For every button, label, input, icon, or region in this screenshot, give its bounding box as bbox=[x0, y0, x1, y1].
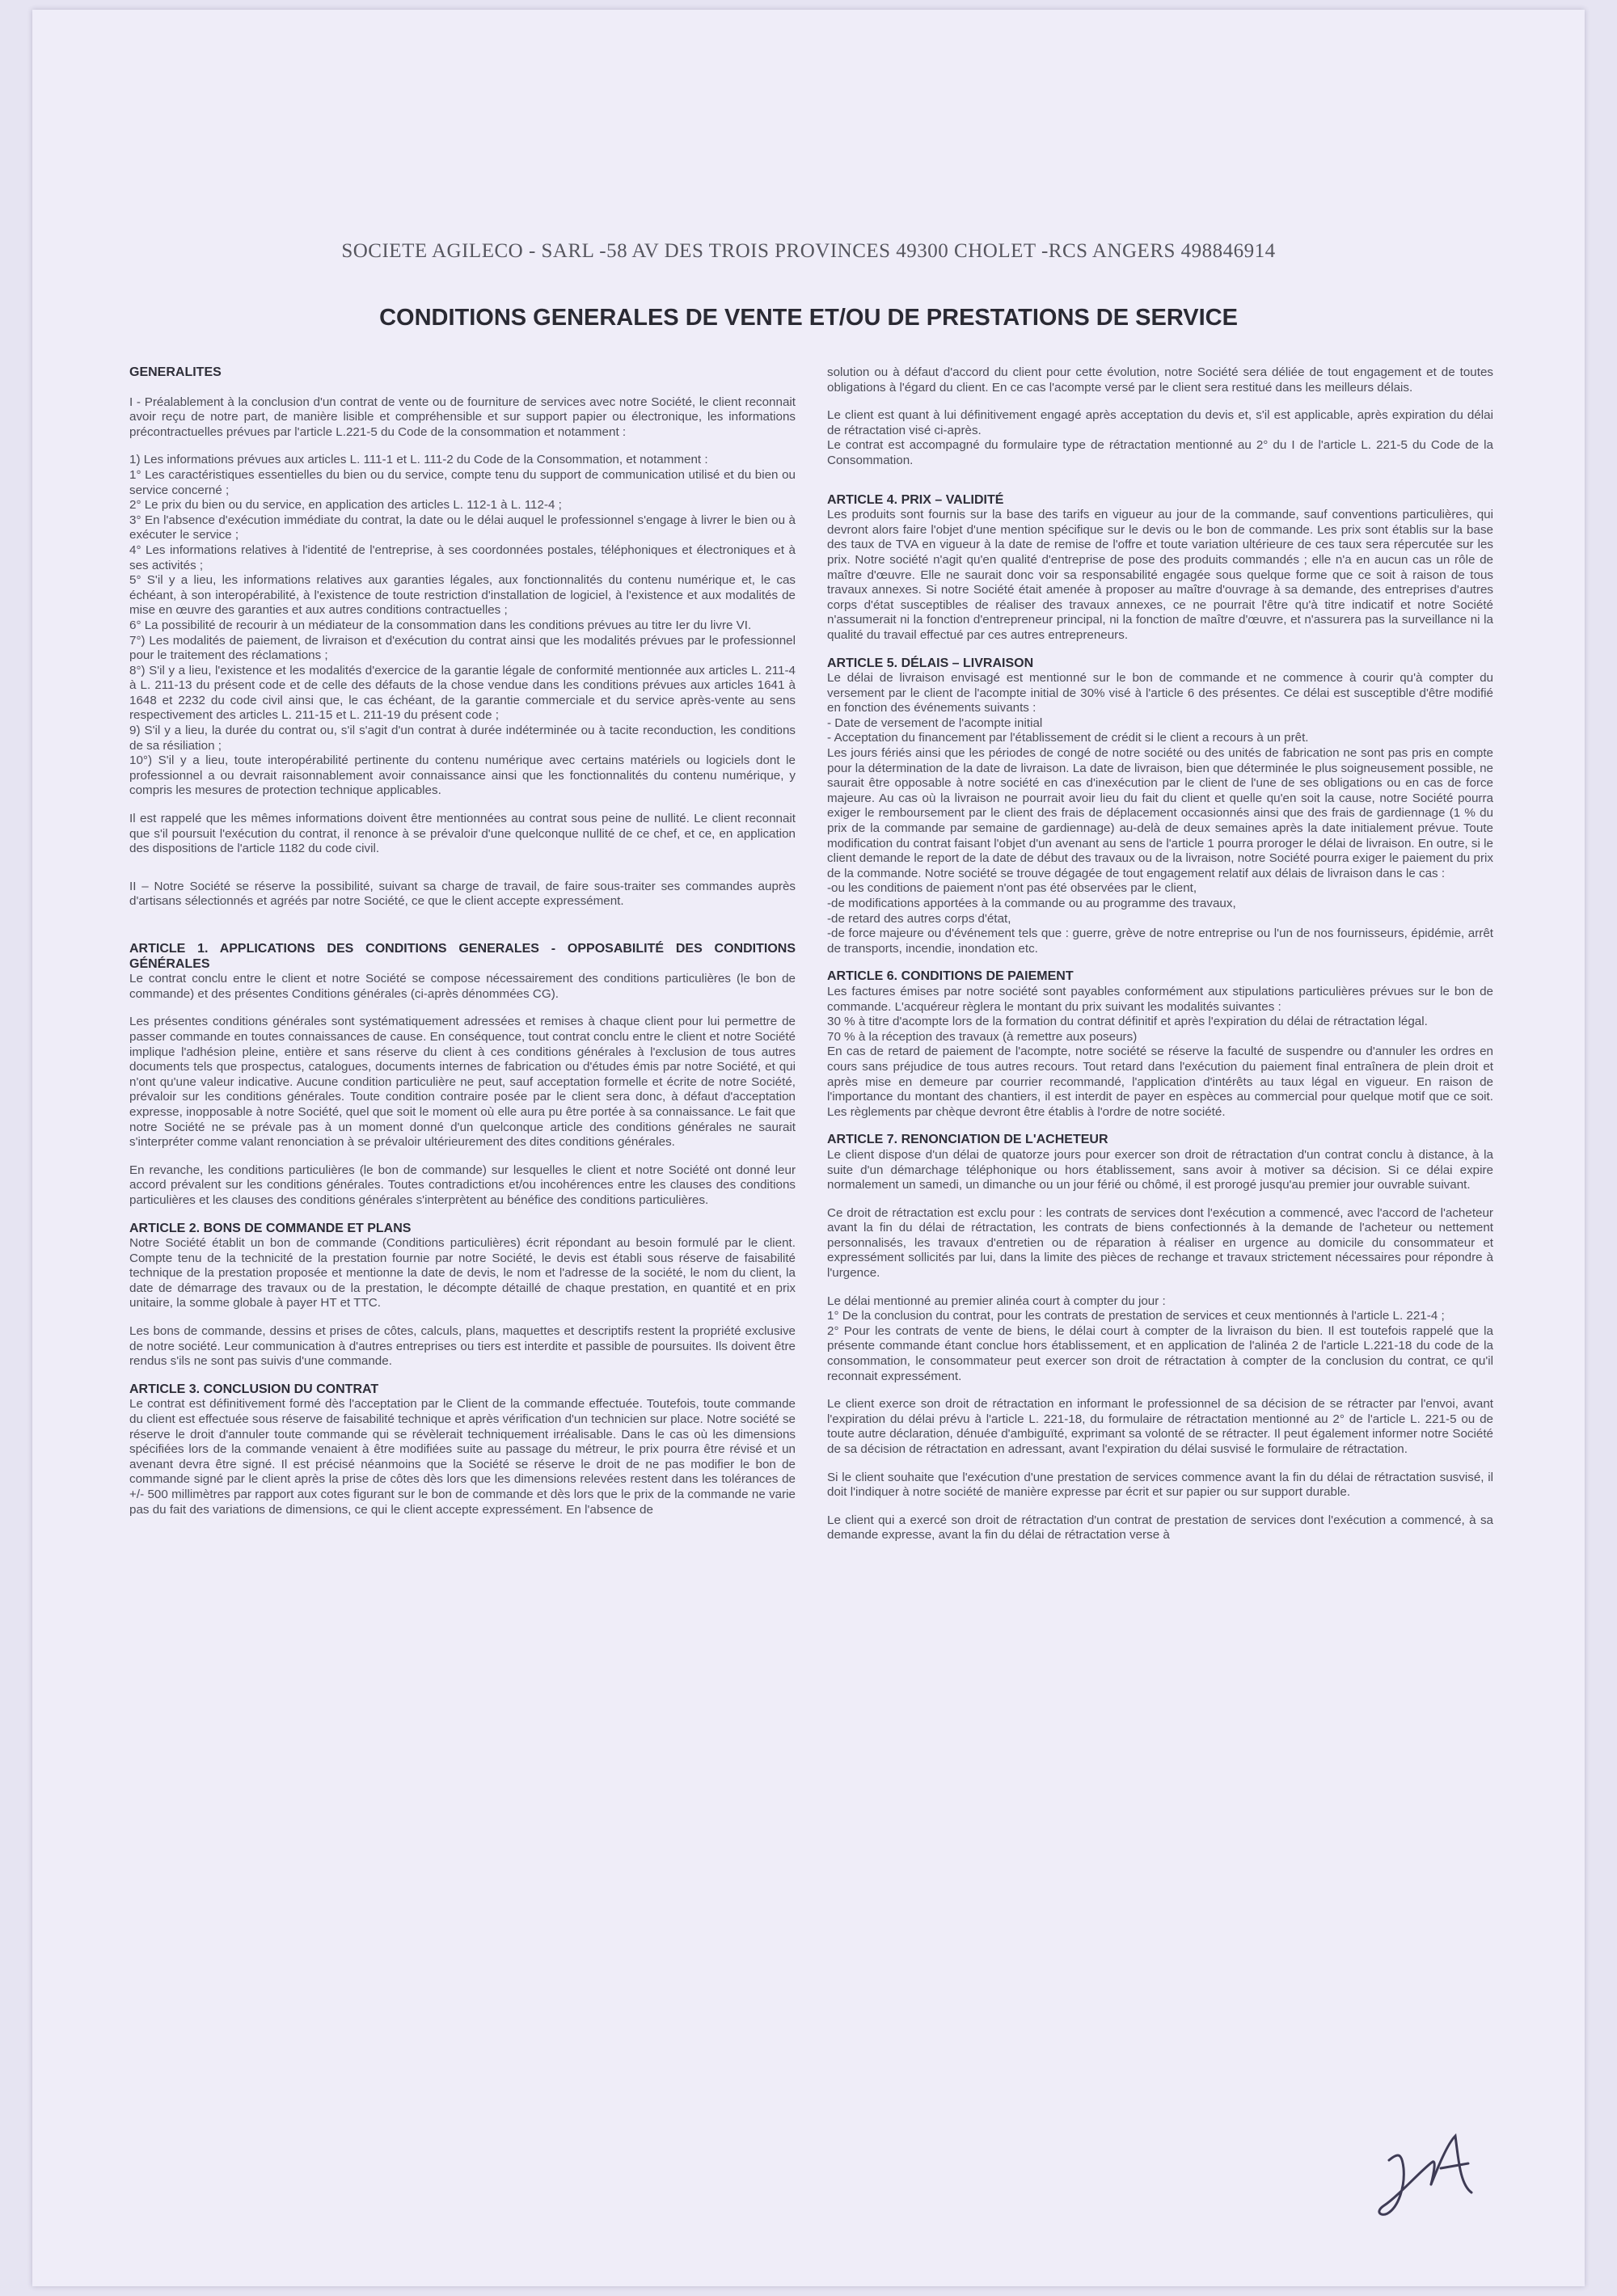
article-heading-4: ARTICLE 4. PRIX – VALIDITÉ bbox=[827, 492, 1004, 507]
paragraph: Le client dispose d'un délai de quatorze jours pour exercer son droit de rétractation d'un contrat conclu à distance, à la suite d'un démarchage téléphonique ou hors établissement, sans avoir à motiver sa décision. Si ce délai expire normalement un samedi, un dimanche ou un jour férié ou chômé, il est prorogé jusqu'au premier jour ouvrable suivant. bbox=[827, 1147, 1493, 1192]
left-column bbox=[129, 365, 796, 1530]
paragraph: Les présentes conditions générales sont systématiquement adressées et remises à chaque client pour lui permettre de passer commande en toutes connaissances de cause. En conséquence, tout contrat conclu entre le client et notre Société implique l'adhésion pleine, entière et sans réserve du client à ces conditions générales à l'exclusion de tous autres documents tels que prospectus, catalogues, documents internes de fabrication ou d'études émis par notre Société, et qui n'ont qu'une valeur indicative. Aucune condition particulière ne peut, sauf acceptation formelle et écrite de notre Société, prévaloir sur les conditions générales. Toute condition contraire posée par le client sera donc, à défaut d'acceptation expresse, inopposable à notre Société, quel que soit le moment où elle aura pu être portée à sa connaissance. Le fait que notre Société ne se prévale pas à un moment donné d'un quelconque article des conditions générales ne saurait s'interpréter comme valant renonciation à se prévaloir ultérieurement des dites conditions générales. bbox=[129, 1015, 796, 1150]
paragraph: En revanche, les conditions particulières (le bon de commande) sur lesquelles le client et notre Société ont donné leur accord prévalent sur les conditions générales. Toutes contradictions et/ou incohérences entre les clauses des conditions particulières et les clauses des conditions générales s'interprètent au bénéfice des conditions particulières. bbox=[129, 1163, 796, 1207]
article-heading-3: ARTICLE 3. CONCLUSION DU CONTRAT bbox=[129, 1382, 379, 1396]
paragraph: Le client est quant à lui définitivement engagé après acceptation du devis et, s'il est applicable, après expiration du délai de rétractation visé ci-après. Le contrat est accompagné du formulaire type de rétractation mentionné au 2° du I de l'article L. 221-5 du Code de la Consommation. bbox=[827, 408, 1493, 467]
paragraph: Le délai mentionné au premier alinéa court à compter du jour : 1° De la conclusion du contrat, pour les contrats de prestation de services et ceux mentionnés à l'article L. 221-4 ; 2° Pour les contrats de vente de biens, le délai court à compter de la livraison du bien. Il est toutefois rappelé que la présente commande étant conclue hors établissement, et en application de l'alinéa 2 de l'article L.221-18 du code de la consommation, le consommateur peut exercer son droit de rétractation à compter de la conclusion du contrat, ce qu'il reconnait expressément. bbox=[827, 1294, 1493, 1383]
paragraph: Le client exerce son droit de rétractation en informant le professionnel de sa décision de se rétracter par l'envoi, avant l'expiration du délai prévu à l'article L. 221-18, du formulaire de rétractation mentionné au 2° de l'article L. 221-5 ou de toute autre déclaration, dénuée d'ambiguïté, exprimant sa volonté de se rétracter. Il peut également informer notre Société de sa décision de rétractation en adressant, avant l'expiration du délai susvisé le formulaire de rétractation. bbox=[827, 1397, 1493, 1456]
paragraph: II – Notre Société se réserve la possibilité, suivant sa charge de travail, de faire sous-traiter ses commandes auprès d'artisans sélectionnés et agréés par notre Société, ce que le client accepte expressément. bbox=[129, 879, 796, 909]
section-heading-generalites: GENERALITES bbox=[129, 365, 222, 379]
document-page bbox=[32, 10, 1585, 2286]
paragraph: I - Préalablement à la conclusion d'un contrat de vente ou de fourniture de services avec notre Société, le client reconnait avoir reçu de notre part, de manière lisible et compréhensible et sur support papier ou électronique, les informations précontractuelles prévues par l'article L.221-5 du Code de la consommation et notamment : bbox=[129, 395, 796, 439]
page-title: CONDITIONS GENERALES DE VENTE ET/OU DE PRESTATIONS DE SERVICE bbox=[379, 305, 1238, 331]
paragraph: Le contrat conclu entre le client et notre Société se compose nécessairement des conditions particulières (le bon de commande) et des présentes Conditions générales (ci-après dénommées CG). bbox=[129, 972, 796, 1001]
paragraph: Les bons de commande, dessins et prises de côtes, calculs, plans, maquettes et descriptifs restent la propriété exclusive de notre société. Leur communication à d'autres entreprises ou tiers est interdite et passible de poursuites. Ils doivent être rendus s'ils ne sont pas suivis d'une commande. bbox=[129, 1324, 796, 1369]
article-heading-6: ARTICLE 6. CONDITIONS DE PAIEMENT bbox=[827, 969, 1074, 984]
paragraph: Les factures émises par notre société sont payables conformément aux stipulations particulières prévues sur le bon de commande. L'acquéreur règlera le montant du prix suivant les modalités suivantes : 30 % à titre d'acompte lors de la formation du contrat définitif et après l'expiration du délai de rétractation légal. 70 % à la réception des travaux (à remettre aux poseurs) En cas de retard de paiement de l'acompte, notre société se réserve la faculté de suspendre ou d'annuler les ordres en cours sans préjudice de tous autres recours. Tout retard dans l'exécution du paiement final entraînera de plein droit et après mise en demeure par courrier recommandé, l'application d'intérêts au taux légal en vigueur. En raison de l'importance du montant des chantiers, il est interdit de payer en espèces au commercial pour quelque motif que ce soit. Les règlements par chèque devront être établis à l'ordre de notre société. bbox=[827, 984, 1493, 1119]
paragraph: Les produits sont fournis sur la base des tarifs en vigueur au jour de la commande, sauf conventions particulières, qui devront alors faire l'objet d'une mention spécifique sur le devis ou le bon de commande. Les prix sont établis sur la base des taux de TVA en vigueur à la date de remise de l'offre et toute variation ultérieure de ces taux sera répercutée sur les prix. Notre société n'agit qu'en qualité d'entreprise de pose des produits commandés ; elle n'a en aucun cas un rôle de maître d'œuvre. Elle ne saurait donc voir sa responsabilité engagée sous quelque forme que ce soit à raison de tous travaux annexes. Si notre Société était amenée à proposer au maître d'ouvrage à sa demande, des entreprises d'autres corps d'état susceptibles de réaliser des travaux annexes, ce ne pourrait l'être qu'à titre indicatif et notre Société n'assumerait ni la fonction d'entrepreneur principal, ni la fonction de maître d'œuvre, et n'assurera pas la surveillance ni la qualité du travail effectué par ces autres entrepreneurs. bbox=[827, 508, 1493, 642]
paragraph: solution ou à défaut d'accord du client pour cette évolution, notre Société sera déliée de tout engagement et de toutes obligations à l'égard du client. En ce cas l'acompte versé par le client sera restitué dans les meilleurs délais. bbox=[827, 365, 1493, 395]
paragraph: Il est rappelé que les mêmes informations doivent être mentionnées au contrat sous peine de nullité. Le client reconnait que s'il poursuit l'exécution du contrat, il renonce à se prévaloir d'une quelconque nullité de ce chef, et ce, en application des dispositions de l'article 1182 du code civil. bbox=[129, 812, 796, 856]
paragraph: 1) Les informations prévues aux articles L. 111-1 et L. 111-2 du Code de la Consommation, et notamment : 1° Les caractéristiques essentielles du bien ou du service, compte tenu du support de communication utilisé et du bien ou service concerné ; 2° Le prix du bien ou du service, en application des articles L. 112-1 à L. 112-4 ; 3° En l'absence d'exécution immédiate du contrat, la date ou le délai auquel le professionnel s'engage à livrer le bien ou à exécuter le service ; 4° Les informations relatives à l'identité de l'entreprise, à ses coordonnées postales, téléphoniques et électroniques et à ses activités ; 5° S'il y a lieu, les informations relatives aux garanties légales, aux fonctionnalités du contenu numérique et, le cas échéant, à son interopérabilité, à l'existence de toute restriction d'installation de logiciel, à l'existence et aux modalités de mise en œuvre des garanties et aux autres conditions contractuelles ; 6° La possibilité de recourir à un médiateur de la consommation dans les conditions prévues au titre Ier du livre VI. 7°) Les modalités de paiement, de livraison et d'exécution du contrat ainsi que les modalités prévues par le professionnel pour le traitement des réclamations ; 8°) S'il y a lieu, l'existence et les modalités d'exercice de la garantie légale de conformité mentionnée aux articles L. 211-4 à L. 211-13 du présent code et de celle des défauts de la chose vendue dans les conditions prévues aux articles 1641 à 1648 et 2232 du code civil ainsi que, le cas échéant, de la garantie commerciale et du service après-vente au sens respectivement des articles L. 211-15 et L. 211-19 du présent code ; 9) S'il y a lieu, la durée du contrat ou, s'il s'agit d'un contrat à durée indéterminée ou à tacite reconduction, les conditions de sa résiliation ; 10°) S'il y a lieu, toute interopérabilité pertinente du contenu numérique avec certains matériels ou logiciels dont le professionnel a ou devrait raisonnablement avoir connaissance ainsi que les fonctionnalités du contenu numérique, y compris les mesures de protection technique applicables. bbox=[129, 453, 796, 798]
paragraph: Le contrat est définitivement formé dès l'acceptation par le Client de la commande effectuée. Toutefois, toute commande du client est effectuée sous réserve de faisabilité technique et après vérification d'un technicien sur place. Notre société se réserve le droit d'annuler toute commande qui se révèlerait techniquement irréalisable. Dans le cas où les dimensions spécifiées lors de la commande venaient à être modifiées suite au passage du métreur, le prix pourra être révisé et un avenant devra être signé. Il est précisé néanmoins que la Société se réserve le droit de ne pas modifier le bon de commande signé par le client après la prise de côtes dès lors que les dimensions relevées restent dans les tolérances de +/- 500 millimètres par rapport aux cotes figurant sur le bon de commande et dès lors que le prix de la commande ne varie pas du fait des variations de dimensions, ce qui le client accepte expressément. En l'absence de bbox=[129, 1397, 796, 1517]
article-heading-1: ARTICLE 1. APPLICATIONS DES CONDITIONS GENERALES - OPPOSABILITÉ DES CONDITIONS GÉNÉRALES bbox=[129, 942, 796, 971]
handwritten-initials bbox=[1366, 2112, 1488, 2233]
company-line: SOCIETE AGILECO - SARL -58 AV DES TROIS PROVINCES 49300 CHOLET -RCS ANGERS 498846914 bbox=[341, 240, 1276, 262]
right-column bbox=[827, 365, 1493, 1556]
paragraph: Si le client souhaite que l'exécution d'une prestation de services commence avant la fin du délai de rétractation susvisé, il doit l'indiquer à notre société de manière expresse par écrit et sur papier ou sur support durable. bbox=[827, 1470, 1493, 1500]
paragraph: Ce droit de rétractation est exclu pour : les contrats de services dont l'exécution a commencé, avec l'accord de l'acheteur avant la fin du délai de rétractation, les contrats de biens confectionnés à la demande de l'acheteur ou nettement personnalisés, les travaux d'entretien ou de réparation à réaliser en urgence au domicile du consommateur et expressément sollicités par lui, dans la limite des pièces de rechange et travaux strictement nécessaires pour répondre à l'urgence. bbox=[827, 1205, 1493, 1281]
paragraph: Notre Société établit un bon de commande (Conditions particulières) écrit répondant au besoin formulé par le client. Compte tenu de la technicité de la prestation fournie par notre Société, le devis est établi sous réserve de faisabilité technique de la prestation proposée et mentionne la date de devis, le nom et l'adresse de la société, le nom du client, la date de démarrage des travaux ou de la prestation, le décompte détaillé de chaque prestation, en quantité et en prix unitaire, la somme globale à payer HT et TTC. bbox=[129, 1236, 796, 1310]
article-heading-7: ARTICLE 7. RENONCIATION DE L'ACHETEUR bbox=[827, 1133, 1108, 1147]
article-heading-2: ARTICLE 2. BONS DE COMMANDE ET PLANS bbox=[129, 1221, 412, 1235]
article-heading-5: ARTICLE 5. DÉLAIS – LIVRAISON bbox=[827, 656, 1034, 670]
paragraph: Le client qui a exercé son droit de rétractation d'un contrat de prestation de services dont l'exécution a commencé, à sa demande expresse, avant la fin du délai de rétractation verse à bbox=[827, 1513, 1493, 1543]
paragraph: Le délai de livraison envisagé est mentionné sur le bon de commande et ne commence à courir qu'à compter du versement par le client de l'acompte initial de 30% visé à l'article 6 des présentes. Ce délai est susceptible d'être modifié en fonction des événements suivants : - Date de versement de l'acompte initial - Acceptation du financement par l'établissement de crédit si le client a recours à un prêt. Les jours fériés ainsi que les périodes de congé de notre société ou des unités de fabrication ne sont pas pris en compte pour la détermination de la date de livraison. La date de livraison, bien que déterminée le plus soigneusement possible, ne saurait être opposable à notre société en cas d'inexécution par le client de l'une de ses obligations ou en cas de force majeure. Au cas où la livraison ne pourrait avoir lieu du fait du client et quelle qu'en soit la cause, notre Société pourra exiger le remboursement par le client des frais de déplacement occasionnés ainsi que des frais de gardiennage (1 % du prix de la commande par semaine de gardiennage) au-delà de deux semaines après la date initialement prévue. Toute modification du contrat faisant l'objet d'un avenant au sens de l'article 1 pourra proroger le délai de livraison. En outre, si le client demande le report de la date de début des travaux ou de la livraison, notre Société pourra exiger le paiement du prix de la commande. Notre société se trouve dégagée de tout engagement relatif aux délais de livraison dans le cas : -ou les conditions de paiement n'ont pas été observées par le client, -de modifications apportées à la commande ou au programme des travaux, -de retard des autres corps d'état, -de force majeure ou d'événement tels que : guerre, grève de notre entreprise ou l'un de nos fournisseurs, épidémie, arrêt de transports, incendie, inondation etc. bbox=[827, 671, 1493, 956]
